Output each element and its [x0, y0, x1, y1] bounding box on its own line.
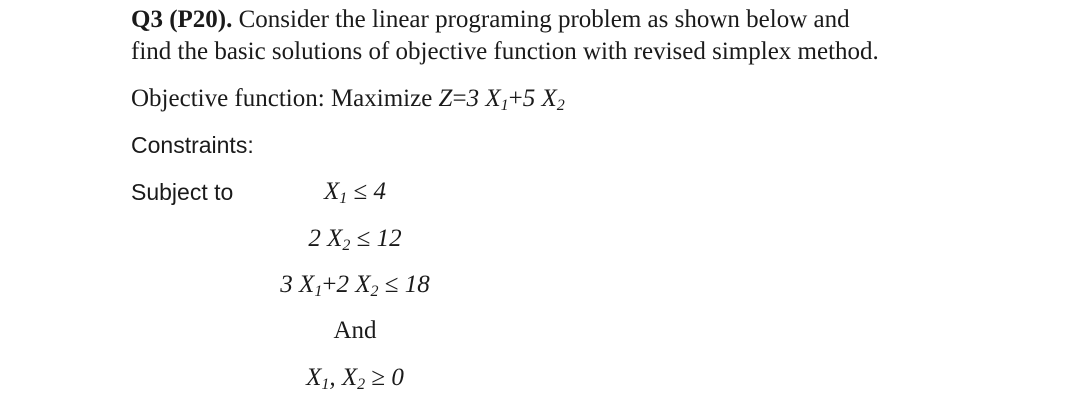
objective-prefix: Objective function: Maximize	[131, 85, 439, 112]
c3-rhs: 18	[404, 271, 430, 298]
c2-rhs: 12	[376, 225, 402, 252]
objective-var1: X	[485, 85, 501, 112]
objective-z: Z	[438, 85, 453, 112]
c3-coef1: 3	[280, 271, 293, 298]
c2-sub: 2	[342, 237, 351, 254]
objective-eq: =	[452, 85, 467, 112]
c3-sub2: 2	[370, 283, 379, 300]
question-label: Q3 (P20).	[131, 6, 233, 33]
nonnegativity-constraint	[180, 363, 530, 393]
nn-sep: ,	[329, 364, 342, 391]
nn-sub2: 2	[357, 376, 366, 393]
and-label: And	[333, 317, 377, 344]
nn-rhs: 0	[391, 364, 404, 391]
c1-sub: 1	[339, 190, 348, 207]
constraint-2	[180, 224, 530, 254]
objective-expression	[439, 85, 565, 112]
objective-var2: X	[541, 85, 557, 112]
nn-var2: X	[341, 364, 358, 391]
objective-coef1: 3	[466, 85, 480, 112]
c3-var1: X	[299, 271, 315, 298]
c3-plus: +	[322, 271, 337, 298]
objective-sub1: 1	[500, 97, 509, 114]
nn-var1: X	[306, 364, 322, 391]
c2-coef: 2	[308, 225, 321, 252]
constraints-label: Constraints:	[131, 132, 254, 158]
c2-rel: ≤	[356, 225, 371, 252]
c1-var: X	[323, 178, 340, 205]
nn-sub1: 1	[321, 376, 330, 393]
c1-rel: ≤	[353, 178, 368, 205]
constraint-3	[180, 270, 530, 300]
nn-rel: ≥	[371, 364, 386, 391]
objective-function	[131, 84, 565, 114]
question-text-1: Consider the linear programing problem as shown below and	[232, 6, 850, 33]
c2-var: X	[327, 225, 343, 252]
subject-to-label: Subject to	[131, 179, 234, 205]
objective-plus: +	[508, 85, 523, 112]
c3-sub1: 1	[314, 283, 323, 300]
constraint-1	[180, 177, 530, 207]
question-line-2: find the basic solutions of objective function with revised simplex method.	[131, 38, 879, 65]
question-line-1	[131, 5, 850, 35]
c3-rel: ≤	[384, 271, 399, 298]
objective-coef2: 5	[522, 85, 536, 112]
c3-var2: X	[355, 271, 371, 298]
c3-coef2: 2	[336, 271, 349, 298]
objective-sub2: 2	[556, 97, 565, 114]
c1-rhs: 4	[373, 178, 386, 205]
